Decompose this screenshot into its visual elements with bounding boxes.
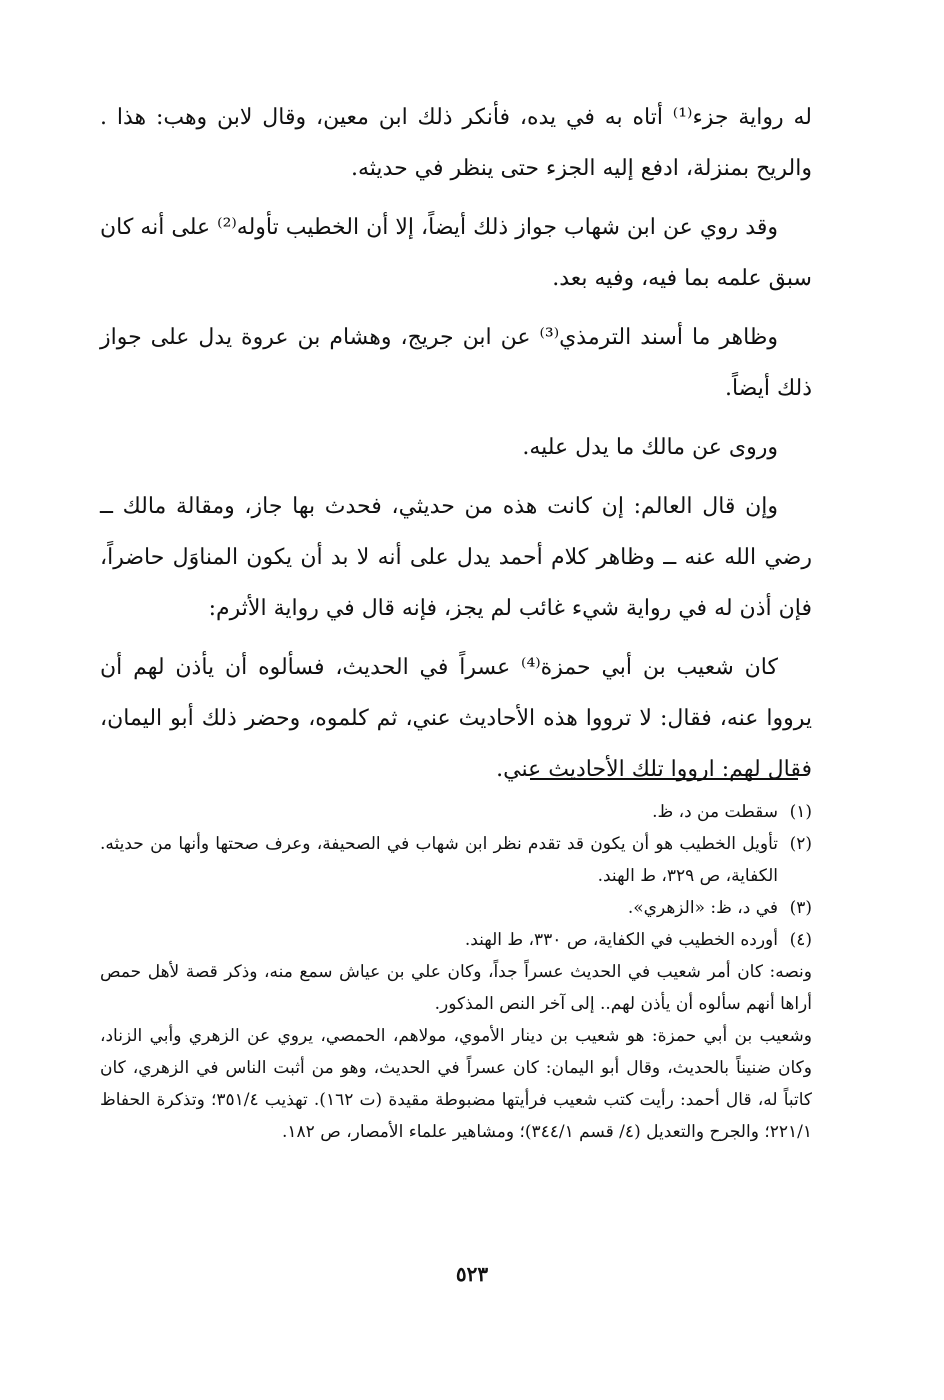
footnote-text: تأويل الخطيب هو أن يكون قد تقدم نظر ابن شهاب في الصحيفة، وعرف صحتها وأنها من حديثه. الكفاية، ص ٣٢٩، ط الهند. [100,834,778,886]
paragraph-2: وقد روي عن ابن شهاب جواز ذلك أيضاً، إلا أن الخطيب تأوله⁽²⁾ على أنه كان سبق علمه بما فيه، وفيه بعد. [100,215,812,291]
paragraph-5: وإن قال العالم: إن كانت هذه من حديثي، فحدث بها جاز، ومقالة مالك ــ رضي الله عنه ــ وظاهر كلام أحمد يدل على أنه لا بد أن يكون المناوَل حاضراً، فإن أذن له في رواية شيء غائب لم يجز، فإنه قال في رواية الأثرم: [100,494,812,621]
footnote-2 [100,828,812,892]
footnote-4 [100,924,812,956]
footnote-number: (٤) [789,930,812,950]
page-number: ٥٢٣ [455,1262,489,1286]
footnote-text: أورده الخطيب في الكفاية، ص ٣٣٠، ط الهند. [464,930,778,950]
footnote-number: (٣) [789,898,812,918]
footnote-text: في د، ظ: «الزهري». [627,898,778,918]
footnote-1 [100,796,812,828]
paragraph-4: وروى عن مالك ما يدل عليه. [522,435,778,460]
main-text [100,92,812,803]
footnote-number: (٢) [789,834,812,854]
paragraph-1: له رواية جزء⁽¹⁾ أتاه به في يده، فأنكر ذلك ابن معين، وقال لابن وهب: هذا . والريح بمنزلة، ادفع إليه الجزء حتى ينظر في حديثه. [100,105,813,181]
footnote-3 [100,892,812,924]
footnote-text: سقطت من د، ظ. [652,802,778,822]
footnote-4-continuation-2: وشعيب بن أبي حمزة: هو شعيب بن دينار الأموي، مولاهم، الحمصي، يروي عن الزهري وأبي الزناد، وكان ضنيناً بالحديث، وقال أبو اليمان: كان عسراً في الحديث، وهو من أثبت الناس في الزهري، كان كاتباً له، قال أحمد: رأيت كتب شعيب فرأيتها مضبوطة مقيدة (ت ١٦٢). تهذيب ٣٥١/٤؛ وتذكرة الحفاظ ٢٢١/١؛ والجرح والتعديل (٤/ قسم ٣٤٤/١)؛ ومشاهير علماء الأمصار، ص ١٨٢. [100,1026,813,1142]
paragraph-6: كان شعيب بن أبي حمزة⁽⁴⁾ عسراً في الحديث، فسألوه أن يأذن لهم أن يرووا عنه، فقال: لا ترووا هذه الأحاديث عني، ثم كلموه، وحضر ذلك أبو اليمان، فقال لهم: ارووا تلك الأحاديث عني. [100,655,812,782]
paragraph-3: وظاهر ما أسند الترمذي⁽³⁾ عن ابن جريج، وهشام بن عروة يدل على جواز ذلك أيضاً. [100,325,812,401]
footnotes [100,796,812,1148]
footnote-4-continuation-1: ونصه: كان أمر شعيب في الحديث عسراً جداً، وكان علي بن عياش سمع منه، وذكر قصة لأهل حمص أراها أنهم سألوه أن يأذن لهم.. إلى آخر النص المذكور. [100,962,812,1014]
footnote-number: (١) [789,802,812,822]
footnote-separator [530,778,798,780]
